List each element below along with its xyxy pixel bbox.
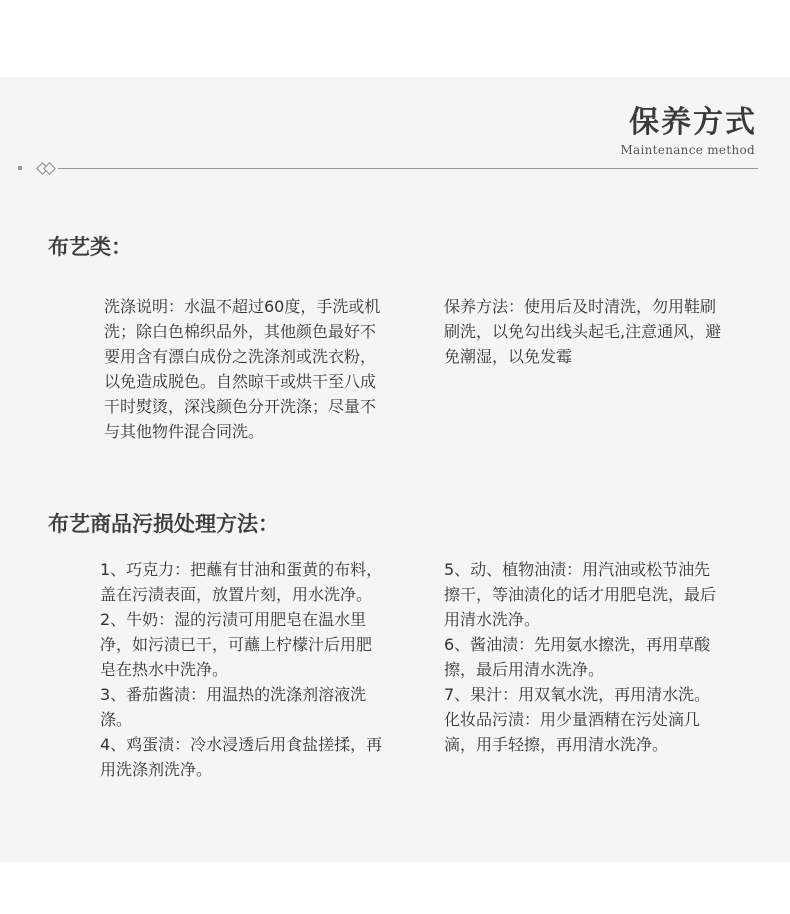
list-item: 5、动、植物油渍：用汽油或松节油先擦干，等油渍化的话才用肥皂洗，最后用清水洗净。: [444, 560, 717, 629]
care-instructions: [444, 294, 726, 369]
washing-instructions-text: 洗涤说明：水温不超过60度，手洗或机洗；除白色棉织品外，其他颜色最好不要用含有漂白成份之洗涤剂或洗衣粉，以免造成脱色。自然晾干或烘干至八成干时熨烫，深浅颜色分开洗涤；尽量不与其他物件混合同洗。: [104, 297, 381, 441]
divider-square-icon: [18, 166, 22, 170]
page-title: 保养方式: [629, 105, 757, 140]
list-item: 1、巧克力：把蘸有甘油和蛋黄的布料，盖在污渍表面，放置片刻，用水洗净。: [100, 560, 383, 604]
divider-line: [58, 168, 758, 169]
care-instructions-text: 保养方法：使用后及时清洗，勿用鞋刷刷洗，以免勾出线头起毛,注意通风，避免潮湿，以免发霉: [444, 297, 722, 366]
title-divider: [18, 160, 758, 178]
stain-list-right: [444, 557, 726, 757]
page-subtitle: Maintenance method: [620, 143, 755, 157]
stain-list-left: [100, 557, 386, 782]
section-heading-stains: 布艺商品污损处理方法：: [48, 512, 279, 536]
section-heading-fabric: 布艺类：: [48, 235, 132, 259]
list-item: 6、酱油渍：先用氨水擦洗，再用草酸擦，最后用清水洗净。: [444, 635, 711, 679]
washing-instructions: [104, 294, 386, 444]
list-item: 3、番茄酱渍：用温热的洗涤剂溶液洗涤。: [100, 685, 367, 729]
list-item: 7、果汁：用双氧水洗，再用清水洗。化妆品污渍：用少量酒精在污处滴几滴，用手轻擦，再用清水洗净。: [444, 685, 711, 754]
list-item: 4、鸡蛋渍：冷水浸透后用食盐搓揉，再用洗涤剂洗净。: [100, 735, 383, 779]
list-item: 2、牛奶：湿的污渍可用肥皂在温水里净，如污渍已干，可蘸上柠檬汁后用肥皂在热水中洗净。: [100, 610, 373, 679]
